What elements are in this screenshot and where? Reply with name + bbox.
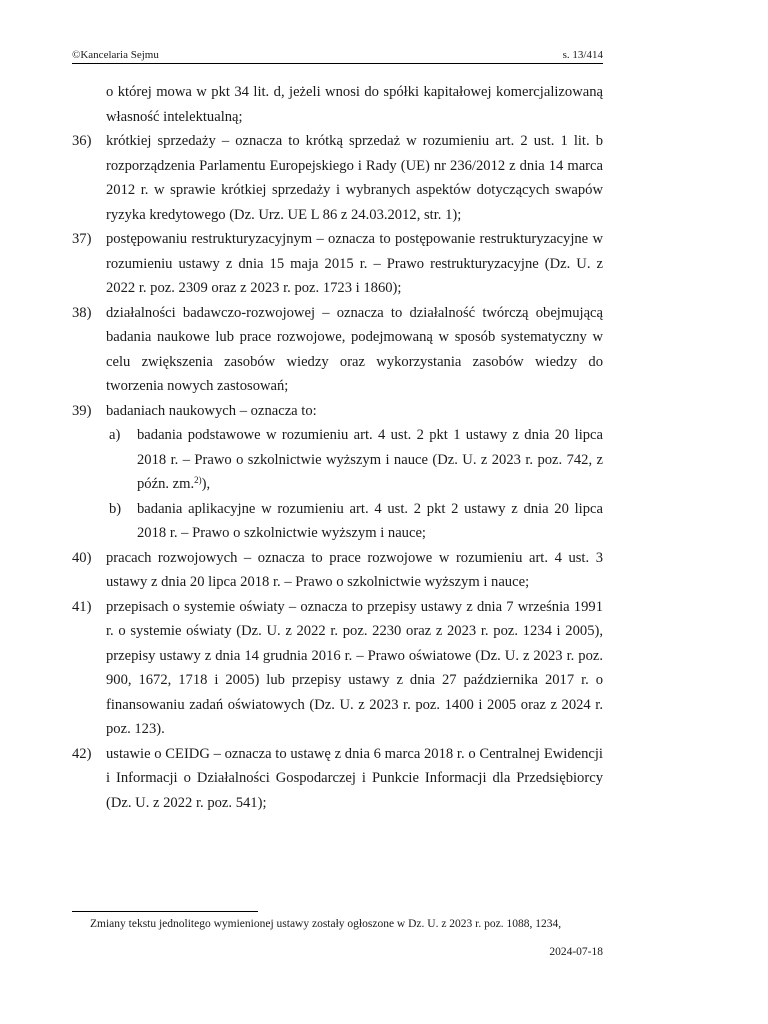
item-number: 39) bbox=[72, 402, 92, 419]
definition-item-38 bbox=[72, 301, 603, 399]
definition-item-40 bbox=[72, 546, 603, 595]
item-number: 41) bbox=[72, 598, 92, 615]
item-text: krótkiej sprzedaży – oznacza to krótką sprzedaż w rozumieniu art. 2 ust. 1 lit. b rozporządzenia Parlamentu Europejskiego i Rady (UE) nr 236/2012 z dnia 14 marca 2012 r. w sprawie krótkiej sprzedaży i wybranych aspektów dotyczących swapów ryzyka kredytowego (Dz. Urz. UE L 86 z 24.03.2012, str. 1); bbox=[106, 133, 603, 223]
item-number: 37) bbox=[72, 231, 92, 247]
footnote-separator bbox=[72, 911, 258, 912]
item-text: ustawie o CEIDG – oznacza to ustawę z dnia 6 marca 2018 r. o Centralnej Ewidencji i Informacji o Działalności Gospodarczej i Punkcie Informacji dla Przedsiębiorcy (Dz. U. z 2022 r. poz. 541); bbox=[106, 745, 603, 811]
footnote-text: Zmiany tekstu jednolitego wymienionej ustawy zostały ogłoszone w Dz. U. z 2023 r. poz. 1088, 1234, bbox=[90, 918, 562, 930]
sub-item-b bbox=[72, 497, 603, 546]
definition-item-36 bbox=[72, 129, 603, 227]
sub-item-text-end: ), bbox=[201, 476, 211, 492]
definition-item-39 bbox=[72, 399, 603, 424]
item-number: 38) bbox=[72, 304, 92, 321]
footnote-reference[interactable]: 2) bbox=[194, 475, 202, 485]
definition-item-42 bbox=[72, 742, 603, 816]
item-number: 40) bbox=[72, 549, 92, 566]
page-number: s. 13/414 bbox=[562, 49, 603, 61]
item-text: przepisach o systemie oświaty – oznacza to przepisy ustawy z dnia 7 września 1991 r. o systemie oświaty (Dz. U. z 2022 r. poz. 2230 oraz z 2023 r. poz. 1234 i 2005), przepisy ustawy z dnia 14 grudnia 2016 r. – Prawo oświatowe (Dz. U. z 2023 r. poz. 900, 1672, 1718 i 2005) lub przepisy ustawy z dnia 27 października 2017 r. o finansowaniu zadań oświatowych (Dz. U. z 2023 r. poz. 1400 i 2005 oraz z 2024 r. poz. 123). bbox=[106, 598, 603, 737]
item-number: 42) bbox=[72, 745, 92, 762]
page-header bbox=[72, 47, 603, 64]
item-text: badaniach naukowych – oznacza to: bbox=[106, 402, 317, 419]
sub-item-letter: a) bbox=[109, 427, 121, 443]
item-text: działalności badawczo-rozwojowej – oznacza to działalność twórczą obejmującą badania naukowe lub prace rozwojowe, podejmowaną w sposób systematyczny w celu zwiększenia zasobów wiedzy oraz wykorzystania zasobów wiedzy do tworzenia nowych zastosowań; bbox=[106, 304, 603, 394]
sub-item-a bbox=[72, 423, 603, 497]
sub-item-text: badania aplikacyjne w rozumieniu art. 4 ust. 2 pkt 2 ustawy z dnia 20 lipca 2018 r. – Prawo o szkolnictwie wyższym i nauce; bbox=[137, 500, 603, 541]
continuation-text: o której mowa w pkt 34 lit. d, jeżeli wnosi do spółki kapitałowej komercjalizowaną własność intelektualną; bbox=[106, 84, 603, 125]
sub-item-letter: b) bbox=[109, 500, 122, 517]
document-body bbox=[72, 80, 603, 815]
definition-item-41 bbox=[72, 595, 603, 742]
item-text: pracach rozwojowych – oznacza to prace rozwojowe w rozumieniu art. 4 ust. 3 ustawy z dnia 20 lipca 2018 r. – Prawo o szkolnictwie wyższym i nauce; bbox=[106, 549, 603, 590]
publisher-label: ©Kancelaria Sejmu bbox=[72, 49, 159, 61]
sub-item-text: badania podstawowe w rozumieniu art. 4 ust. 2 pkt 1 ustawy z dnia 20 lipca 2018 r. – Prawo o szkolnictwie wyższym i nauce (Dz. U. z 2023 r. poz. 742, z późn. zm. bbox=[137, 427, 603, 492]
definition-item-37 bbox=[72, 227, 603, 301]
item-number: 36) bbox=[72, 133, 92, 149]
item-text: postępowaniu restrukturyzacyjnym – oznacza to postępowanie restrukturyzacyjne w rozumieniu ustawy z dnia 15 maja 2015 r. – Prawo restrukturyzacyjne (Dz. U. z 2022 r. poz. 2309 oraz z 2023 r. poz. 1723 i 1860); bbox=[106, 231, 603, 296]
publication-date: 2024-07-18 bbox=[549, 946, 603, 958]
